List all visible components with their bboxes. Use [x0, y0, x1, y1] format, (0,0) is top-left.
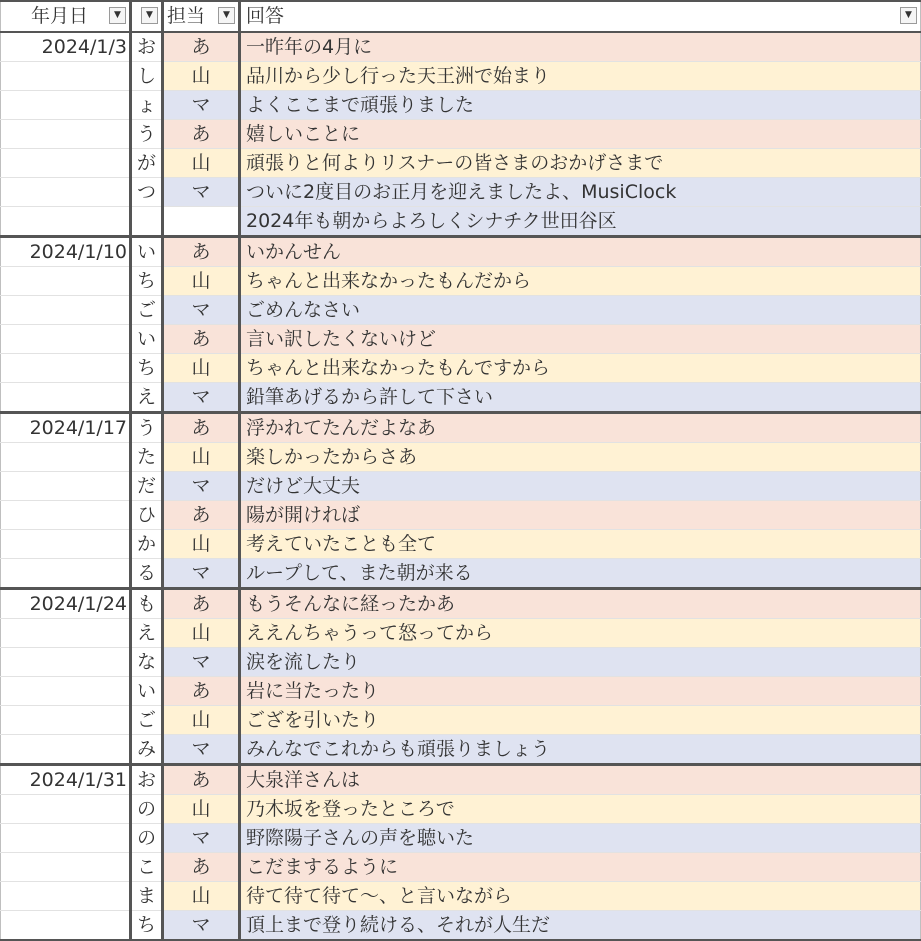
kana-cell[interactable]: う	[131, 413, 163, 443]
table-row	[1, 62, 921, 91]
date-cell[interactable]	[1, 354, 131, 383]
answer-cell[interactable]: 陽が開ければ	[240, 501, 921, 530]
kana-cell[interactable]: つ	[131, 178, 163, 207]
answer-cell[interactable]: 岩に当たったり	[240, 677, 921, 706]
tantou-cell[interactable]: マ	[163, 472, 240, 501]
date-cell[interactable]	[1, 62, 131, 91]
answer-cell[interactable]: 涙を流したり	[240, 648, 921, 677]
table-row	[1, 267, 921, 296]
table-row	[1, 530, 921, 559]
tantou-cell[interactable]: マ	[163, 559, 240, 589]
date-cell[interactable]	[1, 91, 131, 120]
date-cell[interactable]	[1, 795, 131, 824]
kana-cell[interactable]: う	[131, 120, 163, 149]
tantou-cell[interactable]: 山	[163, 354, 240, 383]
kana-cell[interactable]: お	[131, 32, 163, 62]
header-tantou-cell[interactable]	[163, 1, 240, 32]
tantou-cell[interactable]: 山	[163, 795, 240, 824]
date-cell[interactable]	[1, 677, 131, 706]
header-tantou-label: 担当	[167, 5, 206, 27]
tantou-cell[interactable]: 山	[163, 530, 240, 559]
answer-cell[interactable]: もうそんなに経ったかあ	[240, 589, 921, 619]
kana-cell[interactable]	[131, 207, 163, 237]
table-row	[1, 824, 921, 853]
tantou-cell[interactable]: あ	[163, 325, 240, 354]
header-kana-cell[interactable]	[131, 1, 163, 32]
date-cell[interactable]	[1, 735, 131, 765]
table-row	[1, 795, 921, 824]
tantou-cell[interactable]: 山	[163, 62, 240, 91]
filter-dropdown-icon[interactable]: ▼	[141, 7, 158, 24]
answer-cell[interactable]: ござを引いたり	[240, 706, 921, 735]
answer-cell[interactable]: 考えていたことも全て	[240, 530, 921, 559]
kana-cell[interactable]: た	[131, 443, 163, 472]
header-date-label: 年月日	[31, 5, 89, 27]
tantou-cell[interactable]: あ	[163, 677, 240, 706]
date-cell[interactable]	[1, 824, 131, 853]
header-answer-label: 回答	[246, 5, 285, 27]
date-cell[interactable]	[1, 296, 131, 325]
table-row	[1, 472, 921, 501]
answer-cell[interactable]: 2024年も朝からよろしくシナチク世田谷区	[240, 207, 921, 237]
answer-cell[interactable]: だけど大丈夫	[240, 472, 921, 501]
kana-cell[interactable]: の	[131, 795, 163, 824]
kana-cell[interactable]: ち	[131, 354, 163, 383]
date-cell[interactable]	[1, 882, 131, 911]
kana-cell[interactable]: る	[131, 559, 163, 589]
answer-cell[interactable]: ちゃんと出来なかったもんだから	[240, 267, 921, 296]
answer-cell[interactable]: 大泉洋さんは	[240, 765, 921, 795]
table-row	[1, 120, 921, 149]
tantou-cell[interactable]: マ	[163, 178, 240, 207]
kana-cell[interactable]: い	[131, 325, 163, 354]
kana-cell[interactable]: ひ	[131, 501, 163, 530]
answer-cell[interactable]: 楽しかったからさあ	[240, 443, 921, 472]
table-row	[1, 149, 921, 178]
tantou-cell[interactable]: マ	[163, 648, 240, 677]
kana-cell[interactable]: ご	[131, 706, 163, 735]
kana-cell[interactable]: な	[131, 648, 163, 677]
table-row	[1, 619, 921, 648]
answer-cell[interactable]: 一昨年の4月に	[240, 32, 921, 62]
answer-cell[interactable]: 嬉しいことに	[240, 120, 921, 149]
tantou-cell[interactable]: あ	[163, 589, 240, 619]
table-row	[1, 237, 921, 267]
header-answer-cell[interactable]	[240, 1, 921, 32]
date-cell[interactable]	[1, 383, 131, 413]
date-cell[interactable]: 2024/1/31	[1, 765, 131, 795]
answer-cell[interactable]: 野際陽子さんの声を聴いた	[240, 824, 921, 853]
date-cell[interactable]	[1, 149, 131, 178]
tantou-cell[interactable]: あ	[163, 413, 240, 443]
date-cell[interactable]: 2024/1/17	[1, 413, 131, 443]
kana-cell[interactable]: お	[131, 765, 163, 795]
table-row	[1, 354, 921, 383]
answer-cell[interactable]: 品川から少し行った天王洲で始まり	[240, 62, 921, 91]
tantou-cell[interactable]: マ	[163, 383, 240, 413]
tantou-cell[interactable]: マ	[163, 735, 240, 765]
tantou-cell[interactable]	[163, 207, 240, 237]
table-row	[1, 325, 921, 354]
date-cell[interactable]	[1, 267, 131, 296]
table-row	[1, 559, 921, 589]
tantou-cell[interactable]: あ	[163, 120, 240, 149]
tantou-cell[interactable]: あ	[163, 237, 240, 267]
answer-cell[interactable]: みんなでこれからも頑張りましょう	[240, 735, 921, 765]
kana-cell[interactable]: み	[131, 735, 163, 765]
kana-cell[interactable]: が	[131, 149, 163, 178]
filter-dropdown-icon[interactable]: ▼	[218, 7, 235, 24]
tantou-cell[interactable]: 山	[163, 267, 240, 296]
answer-cell[interactable]: 頑張りと何よりリスナーの皆さまのおかげさまで	[240, 149, 921, 178]
kana-cell[interactable]: ち	[131, 911, 163, 941]
tantou-cell[interactable]: 山	[163, 619, 240, 648]
table-row	[1, 589, 921, 619]
answer-cell[interactable]: ループして、また朝が来る	[240, 559, 921, 589]
table-row	[1, 296, 921, 325]
filter-dropdown-icon[interactable]: ▼	[109, 7, 126, 24]
table-row	[1, 501, 921, 530]
answer-cell[interactable]: ごめんなさい	[240, 296, 921, 325]
date-cell[interactable]	[1, 443, 131, 472]
date-cell[interactable]: 2024/1/3	[1, 32, 131, 62]
table-row	[1, 32, 921, 62]
date-cell[interactable]	[1, 472, 131, 501]
date-cell[interactable]	[1, 120, 131, 149]
table-row	[1, 443, 921, 472]
kana-cell[interactable]: だ	[131, 472, 163, 501]
table-row	[1, 765, 921, 795]
answer-cell[interactable]: ちゃんと出来なかったもんですから	[240, 354, 921, 383]
table-row	[1, 853, 921, 882]
kana-cell[interactable]: し	[131, 62, 163, 91]
kana-cell[interactable]: い	[131, 677, 163, 706]
tantou-cell[interactable]: マ	[163, 911, 240, 941]
tantou-cell[interactable]: マ	[163, 824, 240, 853]
table-row	[1, 91, 921, 120]
date-cell[interactable]	[1, 325, 131, 354]
tantou-cell[interactable]: あ	[163, 765, 240, 795]
table-row	[1, 178, 921, 207]
kana-cell[interactable]: ょ	[131, 91, 163, 120]
table-row	[1, 383, 921, 413]
kana-cell[interactable]: ま	[131, 882, 163, 911]
tantou-cell[interactable]: 山	[163, 706, 240, 735]
kana-cell[interactable]: か	[131, 530, 163, 559]
date-cell[interactable]	[1, 530, 131, 559]
kana-cell[interactable]: も	[131, 589, 163, 619]
answer-cell[interactable]: 浮かれてたんだよなあ	[240, 413, 921, 443]
kana-cell[interactable]: ご	[131, 296, 163, 325]
tantou-cell[interactable]: あ	[163, 32, 240, 62]
kana-cell[interactable]: え	[131, 383, 163, 413]
table-row	[1, 207, 921, 237]
tantou-cell[interactable]: 山	[163, 443, 240, 472]
answer-cell[interactable]: よくここまで頑張りました	[240, 91, 921, 120]
answer-cell[interactable]: ついに2度目のお正月を迎えましたよ、MusiClock	[240, 178, 921, 207]
answer-cell[interactable]: 待て待て待て〜、と言いながら	[240, 882, 921, 911]
kana-cell[interactable]: の	[131, 824, 163, 853]
table-row	[1, 648, 921, 677]
date-cell[interactable]	[1, 501, 131, 530]
kana-cell[interactable]: い	[131, 237, 163, 267]
table-row	[1, 413, 921, 443]
answer-cell[interactable]: 頂上まで登り続ける、それが人生だ	[240, 911, 921, 941]
table-row	[1, 677, 921, 706]
date-cell[interactable]	[1, 207, 131, 237]
date-cell[interactable]: 2024/1/10	[1, 237, 131, 267]
answer-cell[interactable]: 乃木坂を登ったところで	[240, 795, 921, 824]
header-row	[1, 1, 921, 32]
kana-cell[interactable]: え	[131, 619, 163, 648]
filter-dropdown-icon[interactable]: ▼	[900, 7, 917, 24]
answer-cell[interactable]: ええんちゃうって怒ってから	[240, 619, 921, 648]
date-cell[interactable]	[1, 706, 131, 735]
answer-cell[interactable]: いかんせん	[240, 237, 921, 267]
answer-cell[interactable]: 言い訳したくないけど	[240, 325, 921, 354]
kana-cell[interactable]: こ	[131, 853, 163, 882]
tantou-cell[interactable]: マ	[163, 91, 240, 120]
table-row	[1, 882, 921, 911]
kana-cell[interactable]: ち	[131, 267, 163, 296]
tantou-cell[interactable]: あ	[163, 501, 240, 530]
table-body	[1, 32, 921, 940]
tantou-cell[interactable]: 山	[163, 149, 240, 178]
date-cell[interactable]	[1, 648, 131, 677]
date-cell[interactable]	[1, 853, 131, 882]
date-cell[interactable]	[1, 619, 131, 648]
tantou-cell[interactable]: 山	[163, 882, 240, 911]
answer-cell[interactable]: こだまするように	[240, 853, 921, 882]
table-row	[1, 735, 921, 765]
tantou-cell[interactable]: あ	[163, 853, 240, 882]
answer-cell[interactable]: 鉛筆あげるから許して下さい	[240, 383, 921, 413]
tantou-cell[interactable]: マ	[163, 296, 240, 325]
date-cell[interactable]: 2024/1/24	[1, 589, 131, 619]
header-date-cell[interactable]	[1, 1, 131, 32]
date-cell[interactable]	[1, 559, 131, 589]
date-cell[interactable]	[1, 178, 131, 207]
table-row	[1, 706, 921, 735]
